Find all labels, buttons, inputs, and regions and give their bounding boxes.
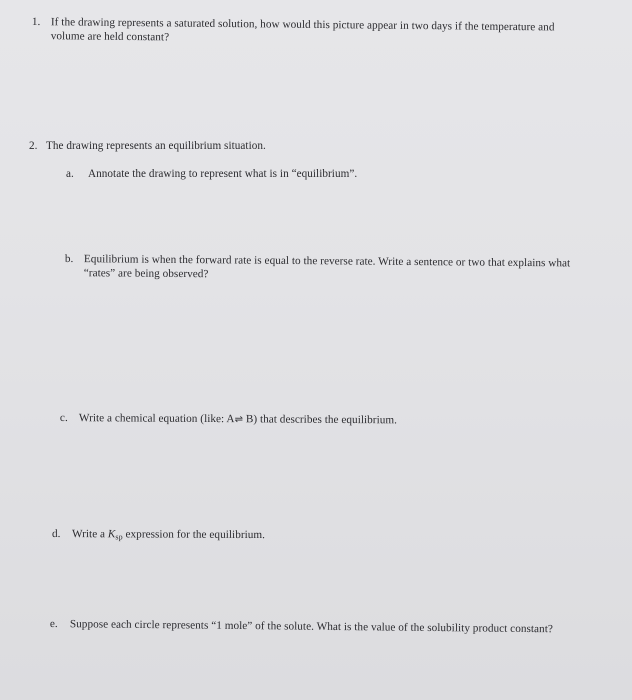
question-2a-label: a.	[66, 168, 74, 180]
question-2d-text-before: Write a	[71, 528, 108, 541]
question-2d-text-after: expression for the equilibrium.	[122, 528, 266, 542]
question-2d-text	[72, 527, 372, 546]
question-2d-label: d.	[51, 528, 61, 541]
question-2	[29, 139, 429, 153]
question-2-number: 2.	[29, 140, 38, 152]
question-2c	[60, 411, 480, 429]
question-2a	[66, 167, 466, 181]
question-2e	[50, 617, 590, 637]
question-2d	[52, 527, 372, 546]
question-2c-text-after: B) that describes the equilibrium.	[242, 413, 398, 427]
question-2-text: The drawing represents an equilibrium situation.	[46, 140, 266, 152]
question-2c-text-before: Write a chemical equation (like: A	[78, 412, 235, 426]
ksp-symbol: $K_{sp}$	[107, 528, 123, 542]
question-2b-label: b.	[64, 252, 74, 266]
question-2e-text: Suppose each circle represents “1 mole” of the solute. What is the value of the solubility product constant?	[69, 618, 553, 636]
question-2b	[65, 252, 585, 285]
ksp-subscript: sp	[115, 532, 123, 542]
question-1-text: If the drawing represents a saturated solution, how would this picture appear in two days if the temperature and volume are held constant?	[50, 16, 555, 44]
question-2c-text	[79, 411, 480, 429]
question-1	[32, 15, 592, 49]
question-2b-text: Equilibrium is when the forward rate is equal to the reverse rate. Write a sentence or two that explains what “rates” are being observed?	[83, 253, 571, 281]
question-2e-label: e.	[49, 617, 58, 631]
question-1-number: 1.	[31, 15, 41, 29]
equilibrium-arrow-icon: ⇌	[234, 414, 244, 426]
question-2c-label: c.	[59, 411, 68, 425]
question-2a-text: Annotate the drawing to represent what is in “equilibrium”.	[88, 168, 358, 180]
